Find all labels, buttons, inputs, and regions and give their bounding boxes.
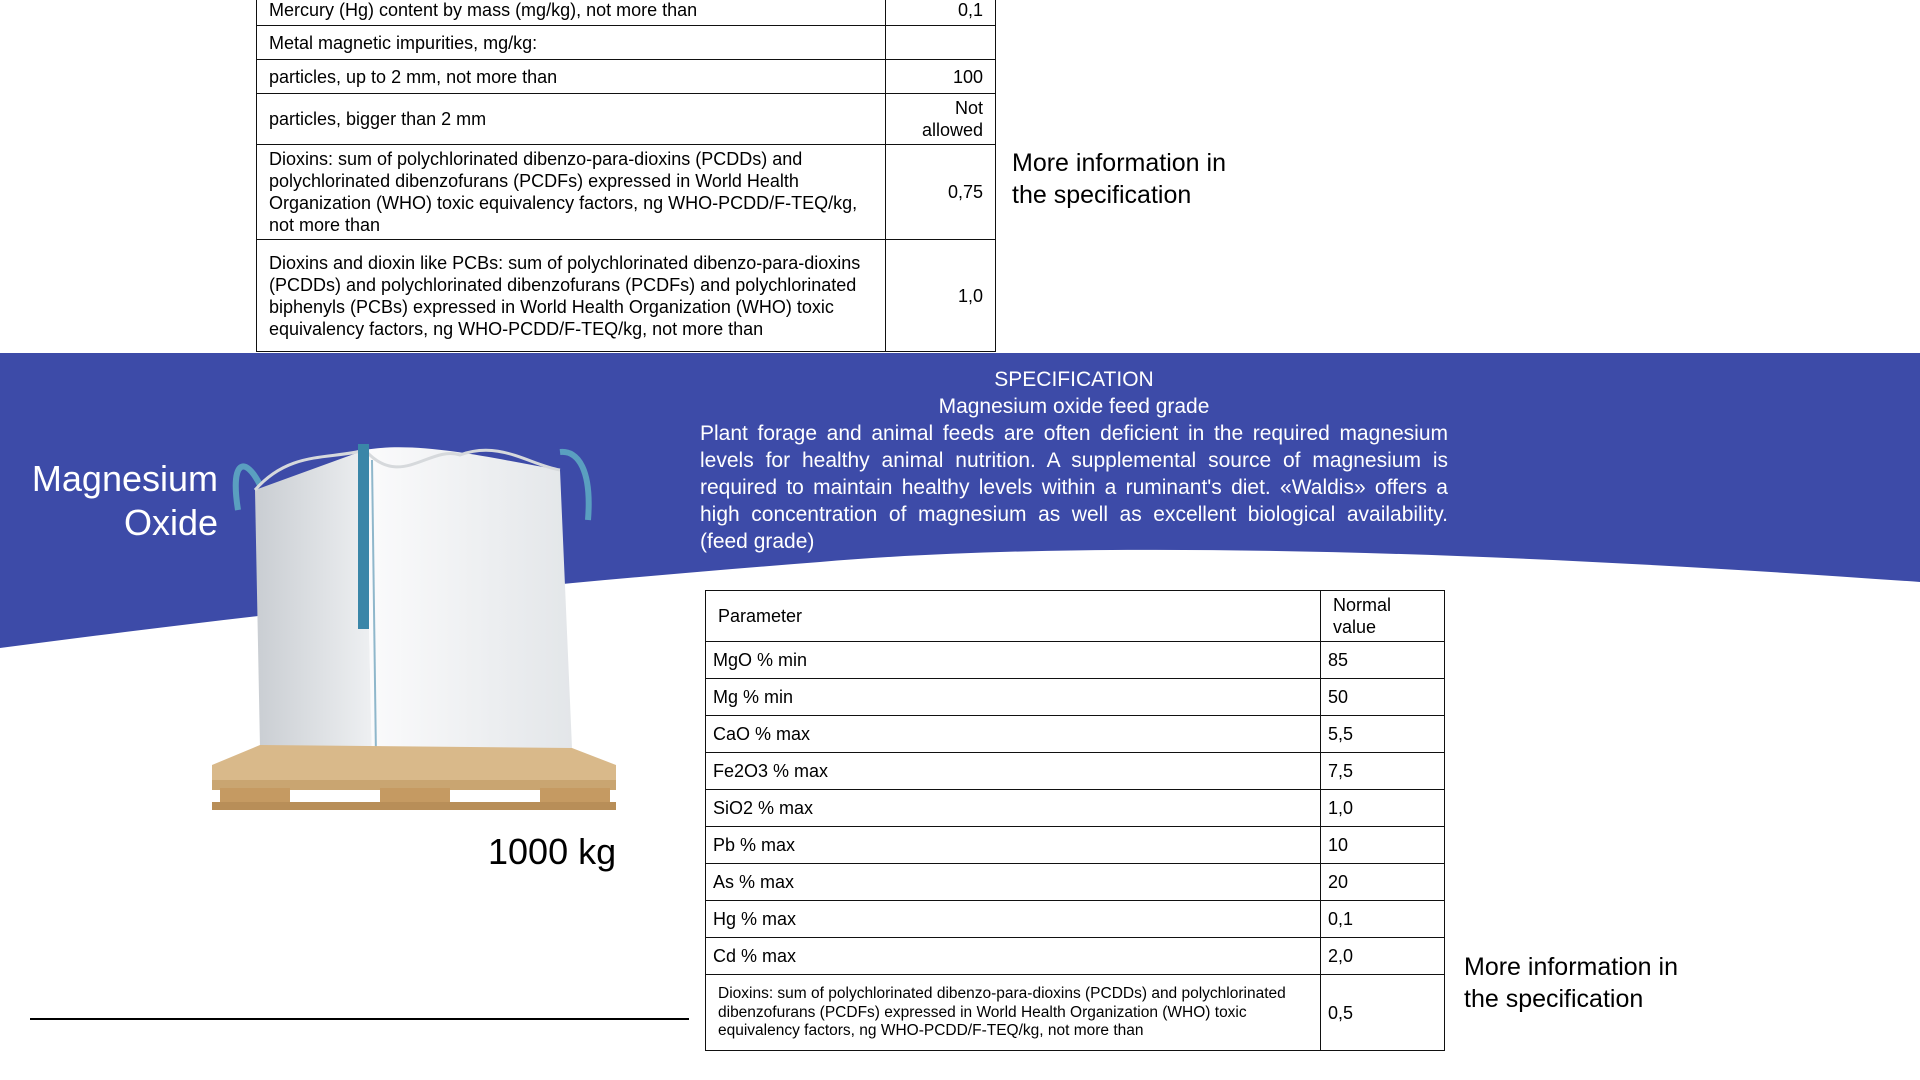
top-table-value: 0,1 xyxy=(886,0,996,26)
more-info-link-bottom[interactable]: More information in the specification xyxy=(1464,953,1678,1013)
divider-line xyxy=(30,1018,689,1020)
product-name-line2: Oxide xyxy=(123,502,218,543)
spec-table-value: 0,5 xyxy=(1321,975,1445,1051)
top-table-value: 0,75 xyxy=(886,145,996,240)
top-table-value xyxy=(886,26,996,60)
spec-table-value: 50 xyxy=(1321,679,1445,716)
spec-table-param: Cd % max xyxy=(706,938,1321,975)
top-spec-table xyxy=(256,0,996,352)
spec-table-header-value: Normal value xyxy=(1321,591,1445,642)
top-table-param: Mercury (Hg) content by mass (mg/kg), not more than xyxy=(257,0,886,26)
spec-table-param: Hg % max xyxy=(706,901,1321,938)
top-table-value: 100 xyxy=(886,60,996,94)
spec-table-value: 20 xyxy=(1321,864,1445,901)
spec-table-param: CaO % max xyxy=(706,716,1321,753)
spec-table-value: 2,0 xyxy=(1321,938,1445,975)
spec-table-value: 5,5 xyxy=(1321,716,1445,753)
more-info-link-top[interactable]: More information in the specification xyxy=(1012,149,1226,209)
spec-title: SPECIFICATION xyxy=(994,368,1154,391)
spec-table-param: As % max xyxy=(706,864,1321,901)
spec-description: Plant forage and animal feeds are often deficient in the required magnesium levels for healthy animal nutrition. A supplemental source of magnesium is required to maintain healthy levels within a ruminant's diet. «Waldis» offers a high concentration of magnesium as well as excellent biological availability. (feed grade) xyxy=(700,422,1448,553)
spec-table-header-param: Parameter xyxy=(706,591,1321,642)
top-table-param: Metal magnetic impurities, mg/kg: xyxy=(257,26,886,60)
spec-table-param: Mg % min xyxy=(706,679,1321,716)
spec-table-param: Pb % max xyxy=(706,827,1321,864)
top-table-param: particles, up to 2 mm, not more than xyxy=(257,60,886,94)
spec-table-value: 7,5 xyxy=(1321,753,1445,790)
spec-table xyxy=(705,590,1445,1051)
product-weight: 1000 kg xyxy=(488,831,617,872)
product-name-line1: Magnesium xyxy=(31,458,218,499)
top-table-param: Dioxins and dioxin like PCBs: sum of polychlorinated dibenzo-para-dioxins (PCDDs) and polychlorinated dibenzofurans (PCDFs) and polychlorinated biphenyls (PCBs) expressed in World Health Organization (WHO) toxic equivalency factors, ng WHO-PCDD/F-TEQ/kg, not more than xyxy=(257,240,886,352)
spec-table-value: 10 xyxy=(1321,827,1445,864)
top-table-param: particles, bigger than 2 mm xyxy=(257,94,886,145)
spec-table-param: Dioxins: sum of polychlorinated dibenzo-para-dioxins (PCDDs) and polychlorinated dibenzofurans (PCDFs) expressed in World Health Organization (WHO) toxic equivalency factors, ng WHO-PCDD/F-TEQ/kg, not more than xyxy=(706,975,1321,1051)
spec-table-param: SiO2 % max xyxy=(706,790,1321,827)
spec-subtitle: Magnesium oxide feed grade xyxy=(938,395,1210,418)
spec-table-param: MgO % min xyxy=(706,642,1321,679)
spec-table-value: 85 xyxy=(1321,642,1445,679)
spec-table-value: 0,1 xyxy=(1321,901,1445,938)
top-table-param: Dioxins: sum of polychlorinated dibenzo-para-dioxins (PCDDs) and polychlorinated dibenzofurans (PCDFs) expressed in World Health Organization (WHO) toxic equivalency factors, ng WHO-PCDD/F-TEQ/kg, not more than xyxy=(257,145,886,240)
bulk-bag-on-pallet-icon xyxy=(200,430,630,820)
spec-table-param: Fe2O3 % max xyxy=(706,753,1321,790)
spec-table-value: 1,0 xyxy=(1321,790,1445,827)
top-table-value: Not allowed xyxy=(886,94,996,145)
top-table-value: 1,0 xyxy=(886,240,996,352)
